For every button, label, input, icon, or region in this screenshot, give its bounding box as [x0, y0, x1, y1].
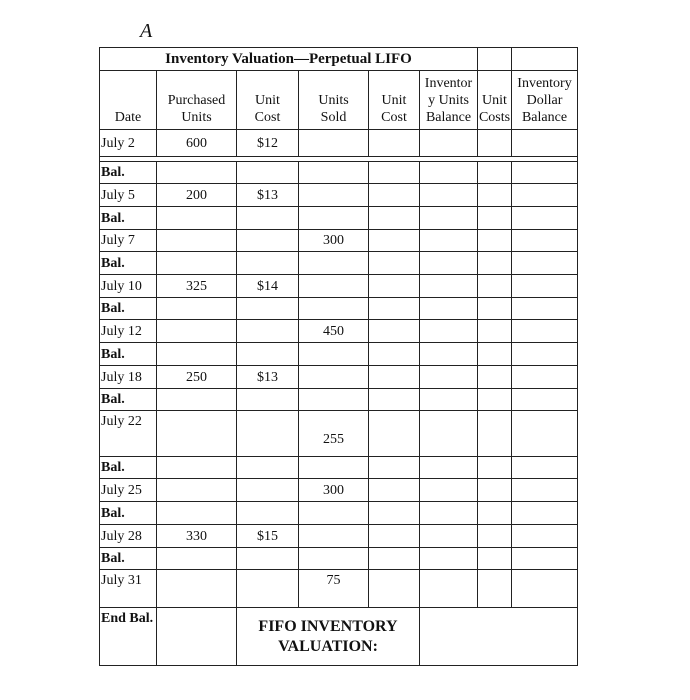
- header-inventory-units-balance: Inventor y Units Balance: [419, 70, 478, 130]
- table-row-11-date: Bal.: [99, 388, 157, 411]
- table-row-12-sold-unit-cost: [368, 410, 420, 457]
- table-row-0-unit-costs: [477, 129, 512, 157]
- table-row-9-sold: [298, 342, 369, 366]
- inventory-valuation-table: [99, 47, 577, 665]
- table-row-14-purchased: [156, 478, 237, 502]
- table-row-8-purchased: [156, 319, 237, 343]
- table-row-3-sold-unit-cost: [368, 206, 420, 230]
- table-row-7-unit-costs: [477, 297, 512, 320]
- table-row-3-date: Bal.: [99, 206, 157, 230]
- table-row-2-unit-costs: [477, 183, 512, 207]
- corner-letter: A: [140, 20, 153, 42]
- table-row-13-unit-costs: [477, 456, 512, 479]
- table-row-1-sold-unit-cost: [368, 161, 420, 184]
- table-row-1-date: Bal.: [99, 161, 157, 184]
- table-row-15-sold: [298, 501, 369, 525]
- footer-right-blank: [419, 607, 578, 666]
- table-row-4-dollar-balance: [511, 229, 578, 252]
- table-row-9-unit-cost: [236, 342, 299, 366]
- table-row-12-dollar-balance: [511, 410, 578, 457]
- table-row-12-date: July 22: [99, 410, 157, 457]
- table-row-1-purchased: [156, 161, 237, 184]
- header-unit-costs: Unit Costs: [477, 70, 512, 130]
- table-row-4-sold-unit-cost: [368, 229, 420, 252]
- table-row-6-sold: [298, 274, 369, 298]
- table-row-14-unit-cost: [236, 478, 299, 502]
- table-title: Inventory Valuation—Perpetual LIFO: [99, 47, 478, 71]
- table-row-15-unit-cost: [236, 501, 299, 525]
- header-purchase-unit-cost: Unit Cost: [236, 70, 299, 130]
- table-row-1-unit-costs: [477, 161, 512, 184]
- table-row-12-inventory-units: [419, 410, 478, 457]
- table-row-13-purchased: [156, 456, 237, 479]
- table-row-16-unit-costs: [477, 524, 512, 548]
- table-row-10-unit-costs: [477, 365, 512, 389]
- table-row-6-dollar-balance: [511, 274, 578, 298]
- table-row-11-sold-unit-cost: [368, 388, 420, 411]
- table-row-12-purchased: [156, 410, 237, 457]
- table-row-4-sold: 300: [298, 229, 369, 252]
- table-row-16-dollar-balance: [511, 524, 578, 548]
- table-row-1-sold: [298, 161, 369, 184]
- table-row-7-unit-cost: [236, 297, 299, 320]
- table-row-7-purchased: [156, 297, 237, 320]
- table-row-9-dollar-balance: [511, 342, 578, 366]
- table-row-13-dollar-balance: [511, 456, 578, 479]
- table-row-5-sold-unit-cost: [368, 251, 420, 275]
- table-row-4-unit-costs: [477, 229, 512, 252]
- table-row-6-date: July 10: [99, 274, 157, 298]
- table-row-17-unit-cost: [236, 547, 299, 570]
- table-row-3-purchased: [156, 206, 237, 230]
- title-blank-dollar-balance: [511, 47, 578, 71]
- table-row-16-date: July 28: [99, 524, 157, 548]
- table-row-0-sold: [298, 129, 369, 157]
- table-row-11-unit-cost: [236, 388, 299, 411]
- table-row-0-unit-cost: $12: [236, 129, 299, 157]
- table-row-6-inventory-units: [419, 274, 478, 298]
- table-row-6-sold-unit-cost: [368, 274, 420, 298]
- table-row-0-date: July 2: [99, 129, 157, 157]
- table-row-1-inventory-units: [419, 161, 478, 184]
- table-row-17-sold-unit-cost: [368, 547, 420, 570]
- table-row-8-date: July 12: [99, 319, 157, 343]
- table-row-17-dollar-balance: [511, 547, 578, 570]
- table-row-5-inventory-units: [419, 251, 478, 275]
- table-row-17-unit-costs: [477, 547, 512, 570]
- table-row-18-unit-costs: [477, 569, 512, 608]
- table-row-2-purchased: 200: [156, 183, 237, 207]
- table-row-15-date: Bal.: [99, 501, 157, 525]
- table-row-18-date: July 31: [99, 569, 157, 608]
- table-row-16-inventory-units: [419, 524, 478, 548]
- table-row-0-inventory-units: [419, 129, 478, 157]
- table-row-7-dollar-balance: [511, 297, 578, 320]
- table-row-16-unit-cost: $15: [236, 524, 299, 548]
- table-row-10-purchased: 250: [156, 365, 237, 389]
- table-row-0-dollar-balance: [511, 129, 578, 157]
- valuation-label: FIFO INVENTORY VALUATION:: [236, 607, 420, 666]
- table-row-17-inventory-units: [419, 547, 478, 570]
- table-row-13-unit-cost: [236, 456, 299, 479]
- header-date: Date: [99, 70, 157, 130]
- table-row-4-inventory-units: [419, 229, 478, 252]
- table-row-2-sold: [298, 183, 369, 207]
- table-row-10-unit-cost: $13: [236, 365, 299, 389]
- table-row-14-sold: 300: [298, 478, 369, 502]
- table-row-11-unit-costs: [477, 388, 512, 411]
- table-row-5-unit-costs: [477, 251, 512, 275]
- table-row-3-unit-cost: [236, 206, 299, 230]
- table-row-6-unit-cost: $14: [236, 274, 299, 298]
- footer-purchased-blank: [156, 607, 237, 666]
- table-row-11-sold: [298, 388, 369, 411]
- table-row-4-purchased: [156, 229, 237, 252]
- table-row-7-date: Bal.: [99, 297, 157, 320]
- table-row-5-dollar-balance: [511, 251, 578, 275]
- table-row-18-unit-cost: [236, 569, 299, 608]
- table-row-7-sold-unit-cost: [368, 297, 420, 320]
- table-row-5-date: Bal.: [99, 251, 157, 275]
- table-row-8-sold-unit-cost: [368, 319, 420, 343]
- header-units-sold: Units Sold: [298, 70, 369, 130]
- table-row-1-unit-cost: [236, 161, 299, 184]
- table-row-6-purchased: 325: [156, 274, 237, 298]
- table-row-6-unit-costs: [477, 274, 512, 298]
- table-row-11-dollar-balance: [511, 388, 578, 411]
- table-row-12-sold: 255: [298, 410, 369, 457]
- table-row-0-purchased: 600: [156, 129, 237, 157]
- table-row-12-unit-costs: [477, 410, 512, 457]
- table-row-13-sold: [298, 456, 369, 479]
- table-row-9-unit-costs: [477, 342, 512, 366]
- table-row-15-unit-costs: [477, 501, 512, 525]
- table-row-18-sold-unit-cost: [368, 569, 420, 608]
- table-row-2-sold-unit-cost: [368, 183, 420, 207]
- table-row-2-dollar-balance: [511, 183, 578, 207]
- table-row-8-dollar-balance: [511, 319, 578, 343]
- table-row-14-inventory-units: [419, 478, 478, 502]
- table-row-16-sold: [298, 524, 369, 548]
- table-row-5-sold: [298, 251, 369, 275]
- table-row-16-sold-unit-cost: [368, 524, 420, 548]
- table-row-2-unit-cost: $13: [236, 183, 299, 207]
- table-row-17-date: Bal.: [99, 547, 157, 570]
- header-inventory-dollar-balance: Inventory Dollar Balance: [511, 70, 578, 130]
- table-row-2-date: July 5: [99, 183, 157, 207]
- table-row-0-sold-unit-cost: [368, 129, 420, 157]
- end-balance-label: End Bal.: [99, 607, 157, 666]
- title-blank-unit-costs: [477, 47, 512, 71]
- table-row-11-purchased: [156, 388, 237, 411]
- table-row-14-unit-costs: [477, 478, 512, 502]
- header-purchased-units: Purchased Units: [156, 70, 237, 130]
- table-row-18-dollar-balance: [511, 569, 578, 608]
- table-row-15-dollar-balance: [511, 501, 578, 525]
- table-row-16-purchased: 330: [156, 524, 237, 548]
- table-row-3-sold: [298, 206, 369, 230]
- table-row-15-purchased: [156, 501, 237, 525]
- table-row-5-purchased: [156, 251, 237, 275]
- table-row-7-inventory-units: [419, 297, 478, 320]
- table-row-9-sold-unit-cost: [368, 342, 420, 366]
- table-row-7-sold: [298, 297, 369, 320]
- table-row-12-unit-cost: [236, 410, 299, 457]
- table-row-15-sold-unit-cost: [368, 501, 420, 525]
- table-row-5-unit-cost: [236, 251, 299, 275]
- table-row-10-date: July 18: [99, 365, 157, 389]
- table-row-4-date: July 7: [99, 229, 157, 252]
- table-row-17-sold: [298, 547, 369, 570]
- table-row-17-purchased: [156, 547, 237, 570]
- table-row-8-sold: 450: [298, 319, 369, 343]
- table-row-1-dollar-balance: [511, 161, 578, 184]
- table-row-8-inventory-units: [419, 319, 478, 343]
- table-row-18-sold: 75: [298, 569, 369, 608]
- table-row-10-sold: [298, 365, 369, 389]
- header-sold-unit-cost: Unit Cost: [368, 70, 420, 130]
- table-row-18-inventory-units: [419, 569, 478, 608]
- table-row-8-unit-costs: [477, 319, 512, 343]
- table-row-2-inventory-units: [419, 183, 478, 207]
- table-row-9-date: Bal.: [99, 342, 157, 366]
- table-row-11-inventory-units: [419, 388, 478, 411]
- table-row-10-sold-unit-cost: [368, 365, 420, 389]
- table-row-10-inventory-units: [419, 365, 478, 389]
- table-row-13-sold-unit-cost: [368, 456, 420, 479]
- table-row-15-inventory-units: [419, 501, 478, 525]
- table-row-14-date: July 25: [99, 478, 157, 502]
- table-row-3-inventory-units: [419, 206, 478, 230]
- table-row-9-purchased: [156, 342, 237, 366]
- table-row-13-inventory-units: [419, 456, 478, 479]
- table-row-14-dollar-balance: [511, 478, 578, 502]
- table-row-3-unit-costs: [477, 206, 512, 230]
- table-row-14-sold-unit-cost: [368, 478, 420, 502]
- table-row-8-unit-cost: [236, 319, 299, 343]
- table-row-10-dollar-balance: [511, 365, 578, 389]
- table-row-9-inventory-units: [419, 342, 478, 366]
- table-row-13-date: Bal.: [99, 456, 157, 479]
- table-row-18-purchased: [156, 569, 237, 608]
- table-row-4-unit-cost: [236, 229, 299, 252]
- table-row-3-dollar-balance: [511, 206, 578, 230]
